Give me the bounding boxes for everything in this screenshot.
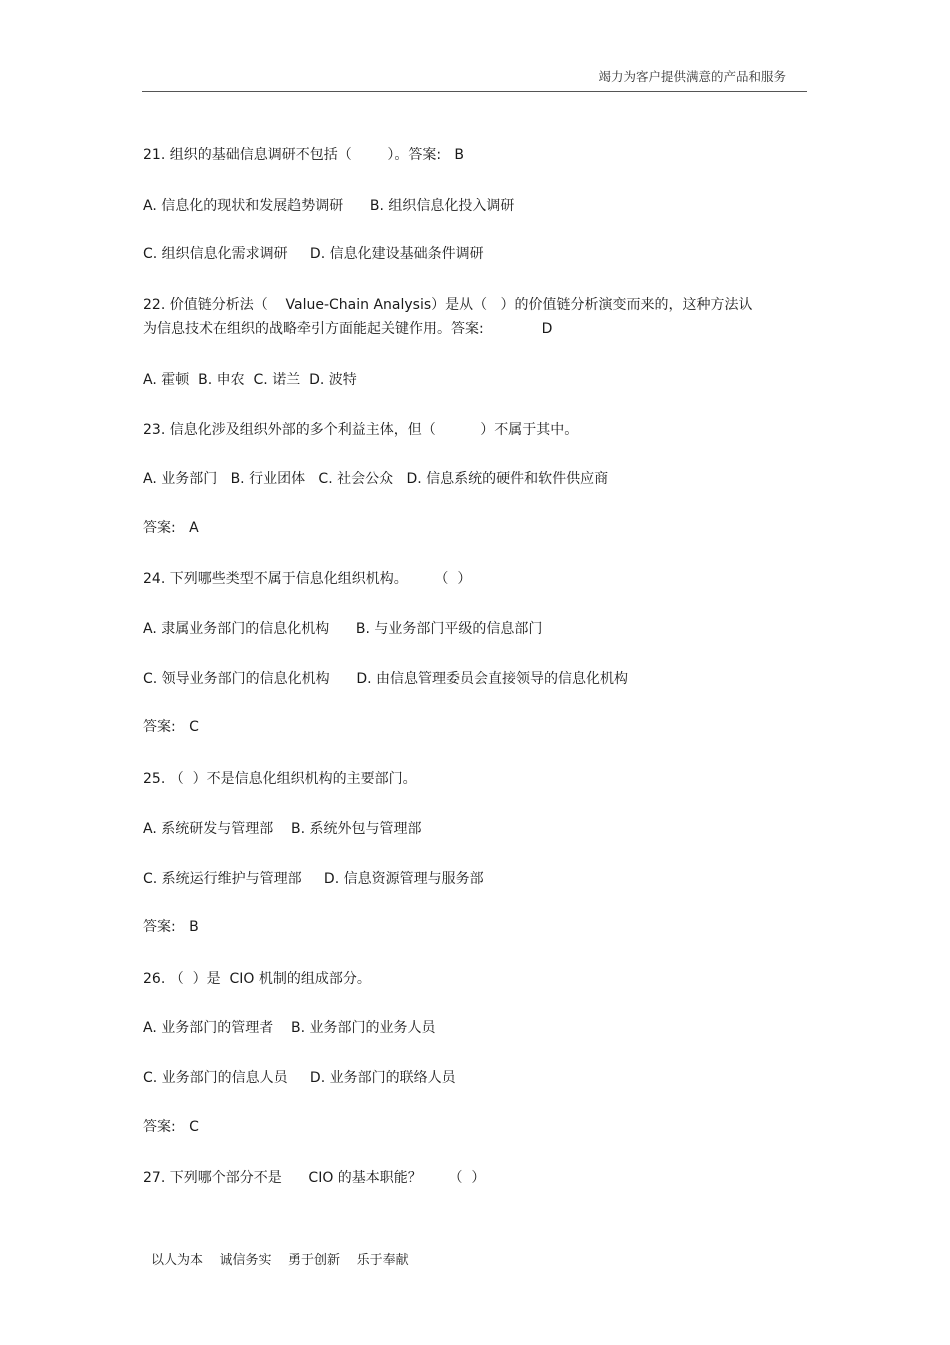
question-24-options-cd: C. 领导业务部门的信息化机构 D. 由信息管理委员会直接领导的信息化机构 [143, 671, 629, 687]
question-27-stem: 27. 下列哪个部分不是 CIO 的基本职能？ （ ） [143, 1170, 486, 1186]
question-24-stem: 24. 下列哪些类型不属于信息化组织机构。 （ ） [143, 571, 472, 587]
footer-motto: 以人为本 诚信务实 勇于创新 乐于奉献 [151, 1253, 409, 1268]
question-23-stem: 23. 信息化涉及组织外部的多个利益主体，但（ ）不属于其中。 [143, 422, 579, 438]
header-divider [142, 91, 807, 92]
question-25-answer: 答案: B [143, 919, 199, 935]
question-22-stem-line1: 22. 价值链分析法（ Value-Chain Analysis）是从（ ）的价值链分析演变而来的，这种方法认 [143, 297, 753, 313]
question-22-options: A. 霍顿 B. 申农 C. 诺兰 D. 波特 [143, 372, 357, 388]
question-23-options: A. 业务部门 B. 行业团体 C. 社会公众 D. 信息系统的硬件和软件供应商 [143, 471, 609, 487]
question-25-options-cd: C. 系统运行维护与管理部 D. 信息资源管理与服务部 [143, 871, 484, 887]
question-24-options-ab: A. 隶属业务部门的信息化机构 B. 与业务部门平级的信息部门 [143, 621, 543, 637]
question-21-options-ab: A. 信息化的现状和发展趋势调研 B. 组织信息化投入调研 [143, 198, 515, 214]
question-25-stem: 25. （ ）不是信息化组织机构的主要部门。 [143, 771, 417, 787]
question-25-options-ab: A. 系统研发与管理部 B. 系统外包与管理部 [143, 821, 422, 837]
header-slogan: 竭力为客户提供满意的产品和服务 [598, 69, 786, 84]
question-22-stem-line2: 为信息技术在组织的战略牵引方面能起关键作用。答案: D [143, 321, 553, 337]
question-26-options-cd: C. 业务部门的信息人员 D. 业务部门的联络人员 [143, 1070, 456, 1086]
question-26-options-ab: A. 业务部门的管理者 B. 业务部门的业务人员 [143, 1020, 436, 1036]
question-26-stem: 26. （ ）是 CIO 机制的组成部分。 [143, 971, 371, 987]
question-23-answer: 答案: A [143, 520, 199, 536]
question-21-options-cd: C. 组织信息化需求调研 D. 信息化建设基础条件调研 [143, 246, 484, 262]
question-24-answer: 答案: C [143, 719, 199, 735]
question-26-answer: 答案: C [143, 1119, 199, 1135]
question-21-stem: 21. 组织的基础信息调研不包括（ ）。答案: B [143, 147, 464, 163]
